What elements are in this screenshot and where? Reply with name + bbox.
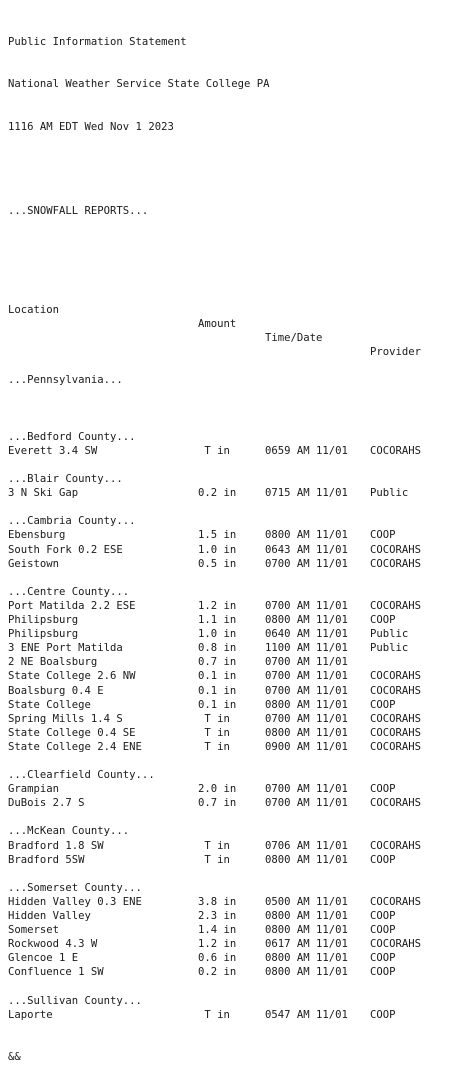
report-row [8, 655, 348, 669]
report-amount: T in [198, 839, 230, 852]
report-provider: COCORAHS [370, 599, 422, 612]
report-row [8, 951, 396, 965]
spacer [8, 458, 270, 472]
report-location: Confluence 1 SW [8, 966, 104, 979]
report-location: Bradford 1.8 SW [8, 839, 104, 852]
report-time-date: 0800 AM 11/01 [265, 952, 348, 965]
county-heading: ...Cambria County... [8, 515, 136, 528]
report-row [8, 895, 422, 909]
report-amount: T in [198, 712, 230, 725]
report-row [8, 543, 422, 557]
report-time-date: 0500 AM 11/01 [265, 895, 348, 908]
report-amount: 0.7 in [198, 797, 237, 810]
report-time-date: 0700 AM 11/01 [265, 712, 348, 725]
report-amount: 2.3 in [198, 910, 237, 922]
report-provider: COCORAHS [370, 670, 422, 683]
report-provider: COOP [370, 910, 396, 922]
report-provider: COCORAHS [370, 726, 422, 739]
column-header-provider: Provider [370, 346, 422, 359]
report-amount: T in [198, 1008, 230, 1021]
snowfall-statement [8, 7, 422, 1078]
report-amount: 1.0 in [198, 543, 237, 556]
report-row [8, 684, 422, 698]
report-row [8, 712, 422, 726]
county-list [8, 416, 422, 1022]
report-location: Glencoe 1 E [8, 952, 79, 965]
report-amount: 1.2 in [198, 938, 237, 951]
report-time-date: 1100 AM 11/01 [265, 642, 348, 655]
report-amount: 0.2 in [198, 487, 237, 500]
report-time-date: 0700 AM 11/01 [265, 783, 348, 796]
report-time-date: 0643 AM 11/01 [265, 543, 348, 556]
county-heading: ...Centre County... [8, 585, 130, 598]
report-location: State College 2.4 ENE [8, 740, 142, 753]
spacer [8, 867, 270, 881]
state-heading: ...Pennsylvania... [8, 374, 123, 387]
report-row [8, 796, 422, 810]
report-location: State College 2.6 NW [8, 670, 136, 683]
report-amount: T in [198, 853, 230, 866]
report-provider: COCORAHS [370, 684, 422, 697]
report-amount: 2.0 in [198, 783, 237, 796]
report-time-date: 0700 AM 11/01 [265, 656, 348, 669]
report-amount: 1.1 in [198, 614, 237, 627]
header-datetime: 1116 AM EDT Wed Nov 1 2023 [8, 120, 174, 133]
report-amount: 0.8 in [198, 642, 237, 655]
report-time-date: 0800 AM 11/01 [265, 614, 348, 627]
report-row [8, 627, 409, 641]
header-title: Public Information Statement [8, 36, 187, 49]
report-row [8, 641, 409, 655]
report-provider: COCORAHS [370, 740, 422, 753]
report-amount: 1.0 in [198, 628, 237, 641]
report-amount: 0.7 in [198, 656, 237, 669]
report-row [8, 965, 396, 979]
report-time-date: 0800 AM 11/01 [265, 853, 348, 866]
column-header-location: Location [8, 303, 60, 316]
report-amount: T in [198, 740, 230, 753]
report-row [8, 698, 396, 712]
report-provider: COOP [370, 966, 396, 979]
report-time-date: 0700 AM 11/01 [265, 599, 348, 612]
report-time-date: 0700 AM 11/01 [265, 670, 348, 683]
report-time-date: 0800 AM 11/01 [265, 529, 348, 542]
report-time-date: 0640 AM 11/01 [265, 628, 348, 641]
report-provider: COCORAHS [370, 543, 422, 556]
report-provider: COCORAHS [370, 839, 422, 852]
report-location: DuBois 2.7 S [8, 797, 85, 810]
report-location: 2 NE Boalsburg [8, 656, 98, 669]
county-heading: ...Blair County... [8, 473, 123, 486]
report-location: State College 0.4 SE [8, 726, 136, 739]
report-location: South Fork 0.2 ESE [8, 543, 123, 556]
report-location: Geistown [8, 557, 60, 570]
report-provider: Public [370, 628, 409, 641]
report-amount: 1.5 in [198, 529, 237, 542]
report-time-date: 0800 AM 11/01 [265, 726, 348, 739]
report-provider: Public [370, 642, 409, 655]
report-row [8, 599, 422, 613]
header-office: National Weather Service State College PA [8, 78, 270, 91]
report-provider: COCORAHS [370, 938, 422, 951]
report-amount: 0.1 in [198, 684, 237, 697]
report-location: 3 N Ski Gap [8, 487, 79, 500]
county-heading: ...Sullivan County... [8, 994, 142, 1007]
report-location: Hidden Valley [8, 910, 91, 922]
column-header-time-date: Time/Date [265, 332, 323, 345]
report-time-date: 0800 AM 11/01 [265, 910, 348, 922]
report-time-date: 0700 AM 11/01 [265, 557, 348, 570]
report-location: Grampian [8, 783, 60, 796]
report-location: Philipsburg [8, 628, 79, 641]
report-row [8, 937, 422, 951]
report-provider: COOP [370, 698, 396, 711]
report-time-date: 0800 AM 11/01 [265, 966, 348, 979]
spacer [8, 500, 270, 514]
report-amount: 1.4 in [198, 924, 237, 937]
report-row [8, 853, 396, 867]
report-provider: COCORAHS [370, 797, 422, 810]
report-provider: COCORAHS [370, 712, 422, 725]
terminator: && [8, 1050, 21, 1063]
report-location: Ebensburg [8, 529, 66, 542]
report-location: Spring Mills 1.4 S [8, 712, 123, 725]
report-time-date: 0800 AM 11/01 [265, 698, 348, 711]
report-amount: 0.1 in [198, 698, 237, 711]
county-heading: ...Clearfield County... [8, 769, 155, 782]
report-provider: COCORAHS [370, 557, 422, 570]
report-provider: COOP [370, 1008, 396, 1021]
spacer [8, 331, 270, 345]
report-time-date: 0800 AM 11/01 [265, 924, 348, 937]
report-row [8, 528, 396, 542]
report-row [8, 486, 409, 500]
report-location: Bradford 5SW [8, 853, 85, 866]
section-title: ...SNOWFALL REPORTS... [8, 205, 149, 218]
spacer [8, 810, 270, 824]
report-location: Everett 3.4 SW [8, 444, 98, 457]
column-header-amount: Amount [198, 318, 237, 331]
report-location: Somerset [8, 924, 60, 937]
report-provider: COOP [370, 783, 396, 796]
spacer [8, 162, 270, 176]
report-row [8, 909, 396, 923]
report-time-date: 0700 AM 11/01 [265, 797, 348, 810]
report-time-date: 0706 AM 11/01 [265, 839, 348, 852]
report-provider: COOP [370, 924, 396, 937]
county-heading: ...McKean County... [8, 825, 130, 838]
report-location: Port Matilda 2.2 ESE [8, 599, 136, 612]
column-headers [8, 289, 422, 359]
report-provider: COOP [370, 853, 396, 866]
report-time-date: 0900 AM 11/01 [265, 740, 348, 753]
spacer [8, 754, 270, 768]
report-time-date: 0715 AM 11/01 [265, 487, 348, 500]
spacer [8, 571, 270, 585]
report-amount: 0.2 in [198, 966, 237, 979]
report-provider: COOP [370, 529, 396, 542]
report-provider: COOP [370, 614, 396, 627]
report-location: Philipsburg [8, 614, 79, 627]
report-location: Boalsburg 0.4 E [8, 684, 104, 697]
report-amount: 3.8 in [198, 895, 237, 908]
report-location: 3 ENE Port Matilda [8, 642, 123, 655]
report-amount: 0.6 in [198, 952, 237, 965]
report-amount: T in [198, 726, 230, 739]
report-row [8, 613, 396, 627]
report-provider: COOP [370, 952, 396, 965]
report-amount: T in [198, 444, 230, 457]
report-row [8, 839, 422, 853]
report-provider: COCORAHS [370, 444, 422, 457]
county-heading: ...Somerset County... [8, 881, 142, 894]
county-heading: ...Bedford County... [8, 430, 136, 443]
report-amount: 0.1 in [198, 670, 237, 683]
report-amount: 0.5 in [198, 557, 237, 570]
report-location: State College [8, 698, 91, 711]
report-row [8, 740, 422, 754]
report-row [8, 1008, 396, 1022]
spacer [8, 979, 270, 993]
report-row [8, 444, 422, 458]
report-location: Hidden Valley 0.3 ENE [8, 895, 142, 908]
report-time-date: 0617 AM 11/01 [265, 938, 348, 951]
report-row [8, 923, 396, 937]
report-time-date: 0659 AM 11/01 [265, 444, 348, 457]
report-provider: Public [370, 487, 409, 500]
report-time-date: 0547 AM 11/01 [265, 1008, 348, 1021]
report-row [8, 669, 422, 683]
spacer [8, 416, 270, 430]
report-row [8, 782, 396, 796]
report-location: Laporte [8, 1008, 53, 1021]
report-provider: COCORAHS [370, 895, 422, 908]
spacer [8, 247, 270, 261]
report-row [8, 726, 422, 740]
report-time-date: 0700 AM 11/01 [265, 684, 348, 697]
report-amount: 1.2 in [198, 599, 237, 612]
report-location: Rockwood 4.3 W [8, 938, 98, 951]
report-row [8, 557, 422, 571]
